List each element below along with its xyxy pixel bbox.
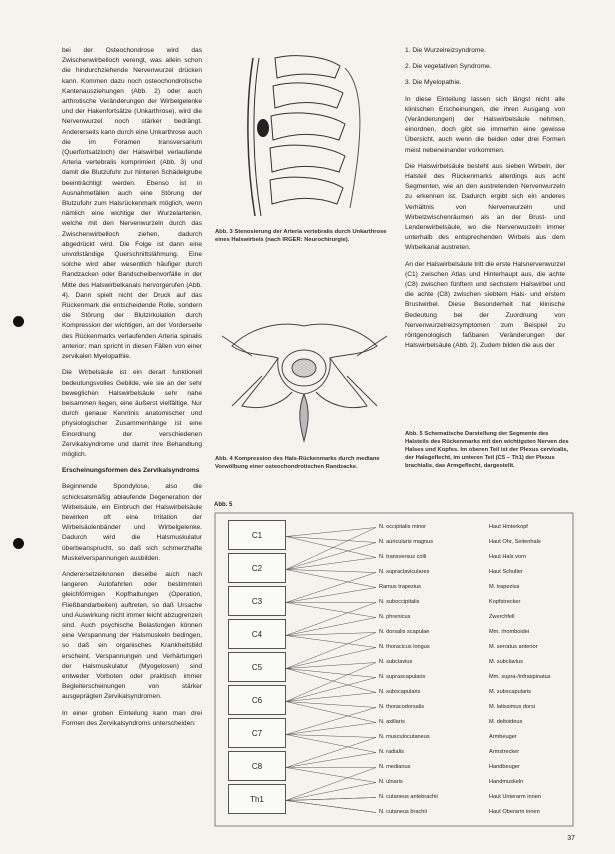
nerve-line (286, 669, 376, 678)
nerve-label: N. ulnaris (379, 778, 403, 785)
target-label: Armstrecker (489, 748, 520, 755)
nerve-line (286, 693, 376, 702)
nerve-label: N. suprascapularis (379, 673, 426, 680)
text-column-left (62, 46, 202, 735)
nerve-label: N. subclavius (379, 658, 413, 665)
nerve-line (286, 543, 376, 570)
nerve-label: N. transversus colli (379, 553, 427, 560)
target-label: Mm. supra-/infraspinatus (489, 673, 551, 680)
paragraph: In diese Einteilung lassen sich längst nicht alle klinischen Erscheinungen, die ihren Ausgang von (Veränderungen) der Halswirbelsäule nehmen, einordnen, doch gibt sie immerhin eine gewisse Übersicht, auch wenn die beiden oder drei Formen meist nebeneinander vorkommen. (405, 95, 565, 154)
paragraph: An der Halswirbelsäule tritt die erste Halsnervenwurzel (C1) zwischen Atlas und Hinterhaupt aus, die achte (C8) zwischen fünftem und sechstem Halswirbel und die achte (C8) zwischen siebtem Hals- und erstem Brustwirbel. Diese Besonderheit hat klinische Bedeutung bei der Zuordnung von Nervenwurzelreizsymptomen zum Beispiel zu röntgenologisch faßbaren Veränderungen der Halswirbelsäule (Abb. 2). Zudem bilden die aus der (405, 260, 565, 350)
nerve-label: N. medianus (379, 763, 411, 770)
nerve-label: Ramus trapezius (379, 583, 421, 590)
segment-box: C6 (228, 685, 286, 715)
target-label: Mm. rhomboidei (489, 628, 530, 635)
nerve-line (286, 708, 376, 735)
segment-box: C3 (228, 586, 286, 616)
nerve-label: N. musculocutaneus (379, 733, 430, 740)
nerve-label: N. auricularis magnus (379, 538, 434, 545)
nerve-line (286, 528, 376, 537)
spine-drawing (215, 48, 395, 220)
paragraph: Die Halswirbelsäule besteht aus sieben Wirbeln, der Halsteil des Rückenmarks allerdings aus acht Segmenten, wie an den austretenden Nervenwurzeln zu erkennen ist. Dadurch ergibt sich ein anderes Verhältnis von Nervenwurzeln und Wirbelzwischenräumen als an der Brust- und Lendenwirbelsäule, wo die Nervenwurzeln immer unterhalb des entsprechenden Wirbels aus dem Wirbelkanal austreten. (405, 162, 565, 252)
nerve-label: N. phrenicus (379, 613, 411, 620)
nerve-line (286, 603, 376, 618)
target-label: M. serratus anterior (489, 643, 538, 650)
figure-5-diagram (214, 512, 574, 827)
nerve-label: N. supraclaviculares (379, 568, 430, 575)
nerve-line (286, 768, 376, 783)
paragraph: Beginnende Spondylose, also die schicksalsmäßig ablaufende Degeneration der Wirbelsäule, ein Einbruch der Halswirbelsäule bewirken oft eine Irritation der Wirbelsäulenbänder und Wirbelgelenke. Dadurch wird die Halsmuskulatur überbeansprucht, so daß sich schmerzhafte Muskelverspannungen ausbilden. (62, 483, 202, 562)
nerve-label: N. thoracicus longus (379, 643, 430, 650)
nerve-line (286, 528, 376, 570)
target-label: M. subscapularis (489, 688, 531, 695)
segment-box: C4 (228, 619, 286, 649)
list-item: 3. Die Myelopathie. (405, 79, 462, 87)
nerve-line (286, 768, 376, 801)
nerve-line (286, 573, 376, 603)
nerve-line (286, 663, 376, 702)
target-label: Handbeuger (489, 763, 520, 770)
target-label: Haut Hinterkopf (489, 523, 528, 530)
text-column-right (405, 46, 565, 357)
punch-hole (13, 538, 24, 549)
page-number: 37 (567, 835, 575, 842)
list-item: 2. Die vegetativen Syndrome. (405, 63, 492, 71)
segment-box: C2 (228, 553, 286, 583)
segment-box: C8 (228, 751, 286, 781)
target-label: Haut Oberarm innen (489, 808, 540, 815)
target-label: Armbeuger (489, 733, 517, 740)
paragraph: bei der Osteochondrose wird das Zwischenwirbelloch verengt, was allein schon die hindurchziehende Nervenwurzel drücken kann. Kommen dazu noch osteochondrotische Kantenausziehungen (Abb. 2) oder auch arthrotische Veränderungen der Wirbelgelenke und der Hakenfortsätze (Unkarthrose), wird die Nervenwurzel noch stärker bedrängt. Andererseits kann durch eine Unkarthrose auch die im Foramen transversarium (Querfortsatzloch) der Halswirbel verlaufende Arteria vertebralis komprimiert (Abb. 3) und damit die Blutzufuhr zur hinteren Schädelgrube beeinträchtigt werden. Ebenso ist in Ausnahmefällen auch eine Störung der Blutzufuhr zum Halsrückenmark möglich, wenn nämlich eine wichtige der Wurzelarterien, welche mit den Nervenwurzeln durch das Zwischenwirbelloch ziehen, dadurch abgedrückt wird. Die Folge ist dann eine unvollständige Querschnittslähmung. Eine solche wird aber wesentlich häufiger durch Randzacken oder Bandscheibenvorfälle in der Mitte des Halswirbelkanals hervorgerufen (Abb. 4). Dann spielt nicht der Druck auf das Rückenmark die entscheidende Rolle, sondern die Störung der Blutzirkulation durch Kompression der wichtigen, an der Vorderseite des Rückenmarks verlaufenden Arteria spinalis anterior; man spricht in diesen Fällen von einer zervikalen Myelopathie. (62, 47, 202, 361)
nerve-line (286, 801, 376, 813)
figure-5-label: Abb. 5 (214, 502, 233, 508)
nerve-line (286, 738, 376, 768)
segment-box: C1 (228, 520, 286, 550)
target-label: M. subclavius (489, 658, 523, 665)
segment-box: Th1 (228, 784, 286, 814)
figure-3-illustration (215, 48, 395, 220)
list-item: 1. Die Wurzelreizsyndrome. (405, 47, 486, 54)
punch-hole (13, 316, 24, 327)
target-label: Zwerchfell (489, 613, 515, 620)
segment-box: C5 (228, 652, 286, 682)
figure-4-illustration (212, 296, 397, 446)
figure-5-caption: Abb. 5 Schematische Darstellung der Segmente des Halsteils des Rückenmarks mit den wichtigsten Nerven des Halses und Kopfes. Im oberen Teil ist der Plexus cervicalis, der Halsgeflecht, im unteren Teil (C5 – Th1) der Plexus brachialis, das Armgeflecht, dargestellt. (405, 431, 569, 469)
nerve-line (286, 753, 376, 768)
target-label: M. deltoideus (489, 718, 523, 725)
paragraph: Anderersetzeiknonen dieselbe auch nach langeren Autofahrten oder bestimmten gleichförmigen Kopfhaltungen (Operation, Fließbandarbeiten) auftreten, so daß Ursache und Auswirkung nicht immer leicht abzugrenzen sind. Auch psychische Belastungen können eine Verspannung der Halsmuskeln bedingen, so daß ein organisches Krankheitsbild erscheint. Verspannungen und Verhärtungen der Halsmuskulatur (Myogelosen) sind entweder Vorboten oder praktisch immer Begleiterscheinungen von stärker ausgeprägten Zervikalsyndromen. (62, 570, 202, 701)
nerve-label: N. cutaneus antebrachii (379, 793, 438, 800)
nerve-line (286, 723, 376, 735)
target-label: Haut Ohr, Seitenhals (489, 538, 541, 545)
nerve-label: N. occipitalis minor (379, 523, 426, 530)
target-label: M. trapezius (489, 583, 520, 590)
segment-box: C7 (228, 718, 286, 748)
nerve-label: N. axillaris (379, 718, 405, 725)
figure-4-caption: Abb. 4 Kompression des Hals-Rückenmarks durch mediane Vorwölbung einer osteochondrotischen Randzacke. (215, 456, 380, 470)
nerve-label: N. radialis (379, 748, 404, 755)
section-heading: Erscheinungsformen des Zervikalsyndroms (62, 467, 200, 475)
target-label: Kopfstrecker (489, 598, 521, 605)
nerve-line (286, 588, 376, 603)
nerve-label: N. cutaneus brachii (379, 808, 427, 815)
nerve-line (286, 669, 376, 693)
target-label: Handmuskeln (489, 778, 524, 785)
nerve-label: N. subscapularis (379, 688, 421, 695)
vertebra-drawing (212, 296, 397, 446)
target-label: Haut Unterarm innen (489, 793, 541, 800)
paragraph: Die Wirbelsäule ist ein derart funktionell bedeutungsvolles Gebilde, wie sie an der sehr beweglichen Halswirbelsäule sehr nahe beisammen liegen, eine äußerst vielfältige. Nur durch genaue Kenntnis anatomischer und physiologischer Zusammenhänge ist eine Einordnung der verschiedenen Zervikalsyndrome und damit ihre Behandlung möglich. (62, 369, 202, 458)
nerve-line (286, 603, 376, 636)
target-label: M. latissimus dorsi (489, 703, 536, 710)
target-label: Haut Hals vorn (489, 553, 526, 560)
nerve-label: N. thoracodorsalis (379, 703, 425, 710)
nerve-line (286, 678, 376, 702)
nerve-label: N. dorsalis scapulae (379, 628, 430, 635)
nerve-label: N. suboccipitalis (379, 598, 420, 605)
figure-3-caption: Abb. 3 Stenosierung der Arteria vertebralis durch Unkarthrose eines Halswirbels (nach IRGER: Neurochirurgie). (215, 229, 387, 243)
target-label: Haut Schulter (489, 568, 523, 575)
paragraph: In einer groben Einteilung kann man drei Formen des Zervikalsyndroms unterscheiden: (62, 709, 202, 727)
nerve-line (286, 558, 376, 570)
nerve-line (286, 636, 376, 648)
